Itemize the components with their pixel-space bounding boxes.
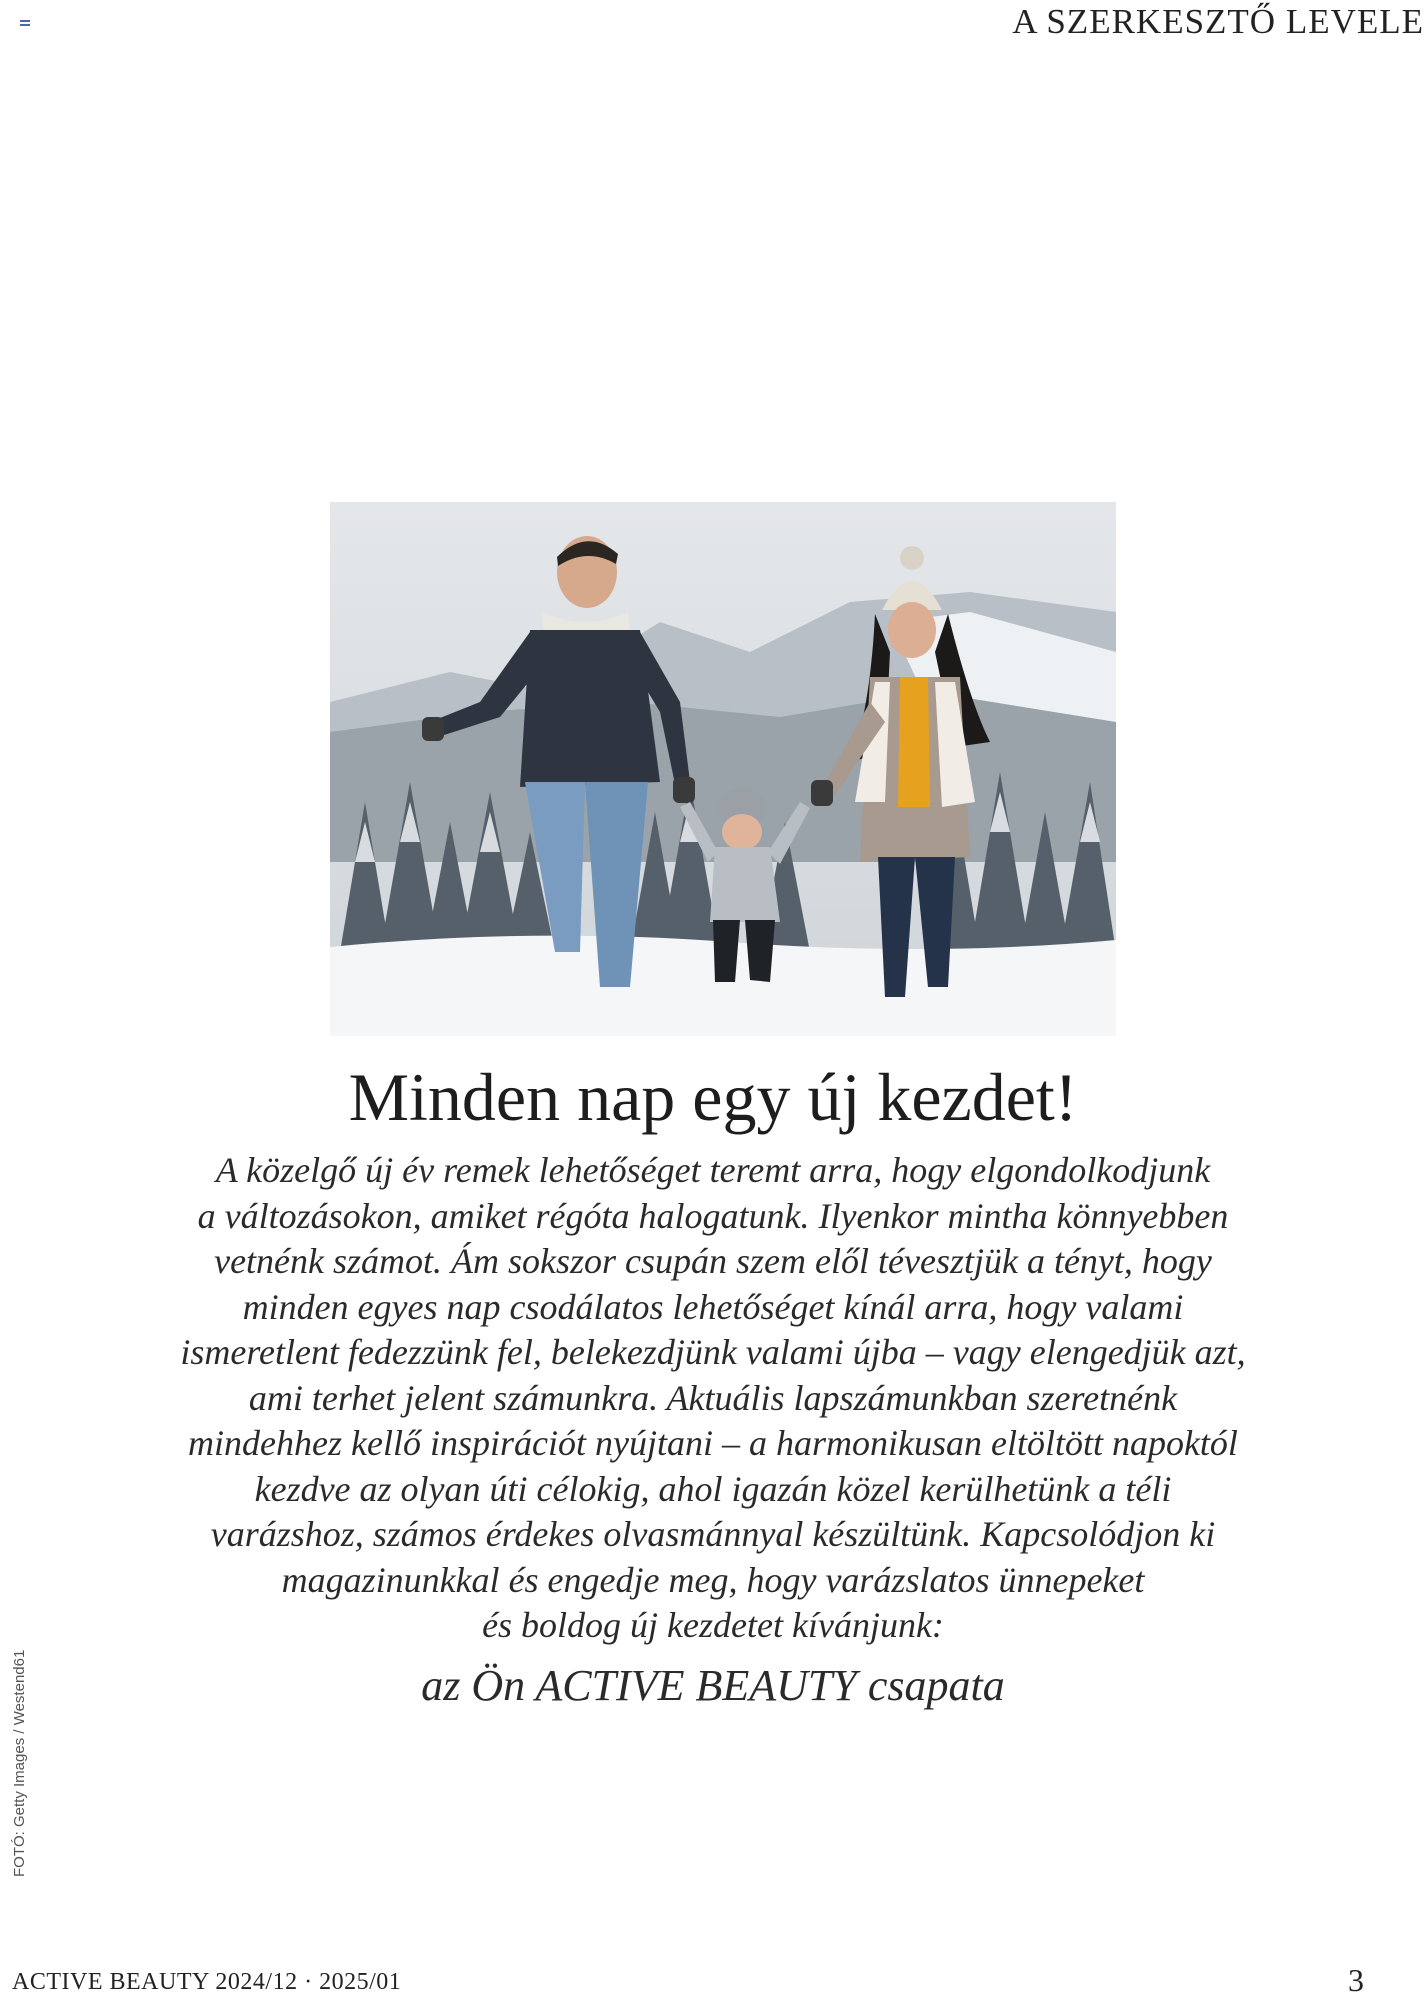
- body-line: ami terhet jelent számunkra. Aktuális lapszámunkban szeretnénk: [248, 1377, 1178, 1418]
- body-line: ismeretlent fedezzünk fel, belekezdjünk valami újba – vagy elengedjük azt,: [180, 1332, 1246, 1372]
- issue-label: ACTIVE BEAUTY 2024/12 · 2025/01: [12, 1969, 402, 1995]
- body-line: és boldog új kezdetet kívánjunk:: [482, 1605, 944, 1645]
- article-body: [120, 1148, 1306, 1649]
- body-line: mindehhez kellő inspirációt nyújtani – a harmonikusan eltöltött napoktól: [188, 1423, 1238, 1463]
- body-line: kezdve az olyan úti célokig, ahol igazán közel kerülhetünk a téli: [254, 1468, 1172, 1509]
- hero-photo: [330, 502, 1116, 1036]
- body-line: magazinunkkal és engedje meg, hogy varázslatos ünnepeket: [281, 1559, 1145, 1600]
- article-headline: Minden nap egy új kezdet!: [348, 1059, 1078, 1135]
- body-line: minden egyes nap csodálatos lehetőséget kínál arra, hogy valami: [242, 1286, 1184, 1327]
- section-title: A SZERKESZTŐ LEVELE: [1012, 2, 1424, 41]
- family-snow-illustration: [330, 502, 1116, 1036]
- corner-mark: [20, 20, 30, 28]
- photo-credit: FOTÓ: Getty Images / Westend61: [11, 1649, 28, 1877]
- page-number: 3: [1348, 1962, 1364, 1998]
- body-line: vetnénk számot. Ám sokszor csupán szem elől tévesztjük a tényt, hogy: [214, 1241, 1212, 1281]
- body-line: a változásokon, amiket régóta halogatunk. Ilyenkor mintha könnyebben: [197, 1195, 1229, 1236]
- body-line: A közelgő új év remek lehetőséget teremt arra, hogy elgondolkodjunk: [215, 1150, 1211, 1190]
- body-line: varázshoz, számos érdekes olvasmánnyal készültünk. Kapcsolódjon ki: [210, 1514, 1216, 1554]
- article-signature: az Ön ACTIVE BEAUTY csapata: [421, 1661, 1005, 1710]
